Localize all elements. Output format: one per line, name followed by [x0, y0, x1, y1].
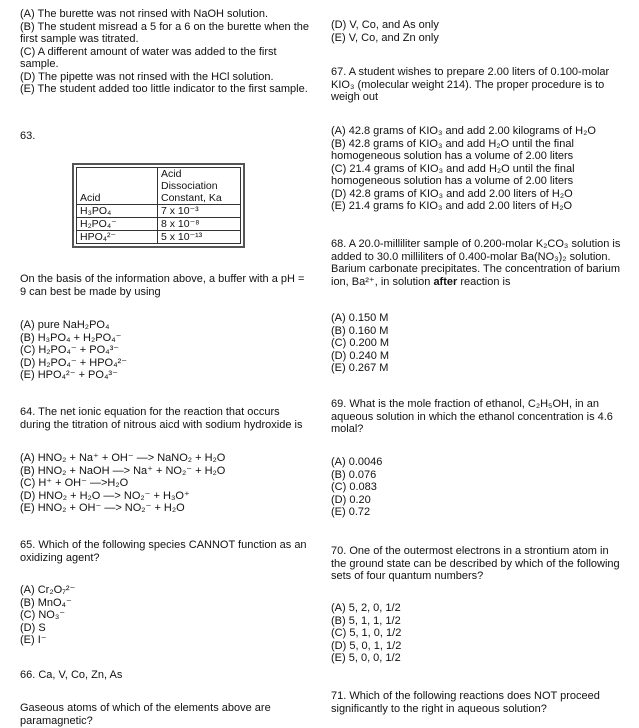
- q68-option-d: (D) 0.240 M: [331, 349, 390, 362]
- q68-option-b: (B) 0.160 M: [331, 324, 389, 337]
- q65-stem-line: 65. Which of the following species CANNOT function as an: [20, 539, 307, 551]
- q62-option-b: (B) The student misread a 5 for a 6 on the burette when the: [20, 20, 310, 33]
- table-header-ka: Acid Dissociation Constant, Ka: [158, 168, 241, 205]
- q62-option-c-cont: sample.: [20, 58, 59, 70]
- q63-stem-line: 9 can best be made by using: [20, 285, 161, 298]
- q67-option-c: (C) 21.4 grams of KIO₃ and add H₂O until the final: [331, 162, 575, 175]
- q63-option-d: (D) H₂PO₄⁻ + HPO₄²⁻: [20, 356, 128, 369]
- q67-option-e: (E) 21.4 grams fo KIO₃ and add 2.00 liters of H₂O: [331, 200, 573, 212]
- q63-options: [20, 319, 312, 382]
- q67-option-d: (D) 42.8 grams of KIO₃ and add 2.00 liters of H₂O: [331, 187, 573, 200]
- q63-stem: [20, 273, 312, 298]
- q68-stem-bold: after: [433, 275, 458, 288]
- q63-stem-line: On the basis of the information above, a buffer with a pH =: [20, 273, 305, 285]
- q65-option-e: (E) I⁻: [20, 634, 47, 646]
- q67-options: [331, 125, 627, 213]
- q70-stem-line: the ground state can be described by which of the following: [331, 557, 620, 570]
- q66-stem: [20, 669, 312, 682]
- table-row: [77, 218, 241, 231]
- q62-option-b-cont: first sample was titrated.: [20, 33, 139, 45]
- q63-number-text: 63.: [20, 130, 36, 142]
- q67-option-a: (A) 42.8 grams of KIO₃ and add 2.00 kilograms of H₂O: [331, 125, 596, 137]
- q67-stem-line: KIO₃ (molecular weight 214). The proper procedure is to: [331, 78, 605, 91]
- q64-stem: [20, 406, 312, 431]
- q66-options-cont: [331, 19, 627, 44]
- table-cell-ka: 7 x 10⁻³: [158, 205, 241, 218]
- table-header-row: [77, 168, 241, 205]
- q68-stem-line: 68. A 20.0-milliliter sample of 0.200-molar K₂CO₃ solution is: [331, 238, 621, 250]
- q67-stem: [331, 66, 627, 104]
- q65-stem: [20, 539, 312, 564]
- q69-option-b: (B) 0.076: [331, 468, 377, 481]
- q68-option-e: (E) 0.267 M: [331, 362, 389, 374]
- q71-stem: [331, 690, 627, 715]
- q70-stem-line: 70. One of the outermost electrons in a strontium atom in: [331, 545, 609, 557]
- q65-stem-line: oxidizing agent?: [20, 551, 100, 564]
- q63-number: [20, 130, 312, 143]
- q68-stem-last-line: [331, 276, 627, 289]
- q68-stem-end: reaction is: [460, 275, 511, 288]
- table-cell-acid: H₂PO₄⁻: [77, 218, 158, 231]
- q64-option-c: (C) H⁺ + OH⁻ —>H₂O: [20, 477, 129, 489]
- q67-stem-line: 67. A student wishes to prepare 2.00 liters of 0.100-molar: [331, 66, 610, 78]
- q66-question-line: paramagnetic?: [20, 714, 93, 727]
- q70-option-e: (E) 5, 0, 0, 1/2: [331, 652, 401, 664]
- q68-option-a: (A) 0.150 M: [331, 312, 389, 324]
- q65-option-d: (D) S: [20, 621, 46, 634]
- acid-dissociation-table: [72, 163, 245, 248]
- q68-stem-text: ion, Ba²⁺, in solution: [331, 275, 431, 288]
- q70-option-b: (B) 5, 1, 1, 1/2: [331, 614, 401, 627]
- q66-option-d: (D) V, Co, and As only: [331, 19, 439, 31]
- q66-question: [20, 702, 312, 727]
- q68-stem-line: Barium carbonate precipitates. The concentration of barium: [331, 263, 621, 275]
- q63-option-e: (E) HPO₄²⁻ + PO₄³⁻: [20, 369, 118, 381]
- q64-option-b: (B) HNO₂ + NaOH —> Na⁺ + NO₂⁻ + H₂O: [20, 464, 226, 477]
- q65-option-c: (C) NO₃⁻: [20, 609, 66, 621]
- q64-option-e: (E) HNO₂ + OH⁻ —> NO₂⁻ + H₂O: [20, 502, 185, 514]
- q69-option-a: (A) 0.0046: [331, 456, 383, 468]
- q62-option-d: (D) The pipette was not rinsed with the HCl solution.: [20, 70, 274, 83]
- q70-option-a: (A) 5, 2, 0, 1/2: [331, 602, 401, 614]
- q68-option-c: (C) 0.200 M: [331, 337, 390, 349]
- q62-option-c: (C) A different amount of water was added to the first: [20, 45, 277, 58]
- q66-question-line: Gaseous atoms of which of the elements above are: [20, 702, 271, 714]
- q70-stem-line: sets of four quantum numbers?: [331, 570, 484, 582]
- table-row: [77, 231, 241, 244]
- table-cell-ka: 5 x 10⁻¹³: [158, 231, 241, 244]
- table-row: [77, 205, 241, 218]
- table-cell-ka: 8 x 10⁻⁸: [158, 218, 241, 231]
- q67-option-b: (B) 42.8 grams of KIO₃ and add H₂O until the final: [331, 137, 574, 150]
- q63-option-c: (C) H₂PO₄⁻ + PO₄³⁻: [20, 344, 120, 356]
- q70-stem: [331, 545, 627, 583]
- q66-option-e: (E) V, Co, and Zn only: [331, 31, 439, 44]
- q71-stem-line: 71. Which of the following reactions does NOT proceed: [331, 690, 600, 702]
- q67-option-b-cont: homogeneous solution has a volume of 2.00 liters: [331, 150, 574, 162]
- q70-option-c: (C) 5, 1, 0, 1/2: [331, 627, 402, 639]
- q65-options: [20, 584, 312, 647]
- q62-option-a: (A) The burette was not rinsed with NaOH solution.: [20, 8, 269, 20]
- q69-options: [331, 456, 627, 519]
- table-cell-acid: HPO₄²⁻: [77, 231, 158, 244]
- q69-stem-line: 69. What is the mole fraction of ethanol, C₂H₅OH, in an: [331, 398, 599, 410]
- q71-stem-line: significantly to the right in aqueous solution?: [331, 702, 547, 715]
- q64-option-d: (D) HNO₂ + H₂O —> NO₂⁻ + H₃O⁺: [20, 489, 190, 502]
- q68-stem: [331, 238, 627, 288]
- q69-option-c: (C) 0.083: [331, 481, 377, 493]
- q65-option-a: (A) Cr₂O₇²⁻: [20, 584, 76, 596]
- q69-option-e: (E) 0.72: [331, 506, 371, 518]
- q64-stem-line: 64. The net ionic equation for the reaction that occurs: [20, 406, 280, 418]
- q62-options: [20, 8, 312, 96]
- q69-stem-line: molal?: [331, 423, 364, 435]
- q66-stem-line: 66. Ca, V, Co, Zn, As: [20, 669, 123, 681]
- q63-option-b: (B) H₃PO₄ + H₂PO₄⁻: [20, 331, 122, 344]
- q67-stem-line: weigh out: [331, 91, 379, 103]
- q68-options: [331, 312, 627, 375]
- q69-stem-line: aqueous solution in which the ethanol concentration is 4.6: [331, 410, 613, 423]
- q65-option-b: (B) MnO₄⁻: [20, 596, 72, 609]
- q69-option-d: (D) 0.20: [331, 493, 371, 506]
- table-header-acid: Acid: [77, 168, 158, 205]
- q70-option-d: (D) 5, 0, 1, 1/2: [331, 639, 402, 652]
- q64-stem-line: during the titration of nitrous aicd with sodium hydroxide is: [20, 418, 303, 431]
- q67-option-c-cont: homogeneous solution has a volume of 2.00 liters: [331, 175, 574, 187]
- q69-stem: [331, 398, 627, 436]
- q68-stem-line: added to 30.0 milliliters of 0.400-molar Ba(NO₃)₂ solution.: [331, 250, 611, 263]
- q64-options: [20, 452, 312, 515]
- q63-option-a: (A) pure NaH₂PO₄: [20, 319, 110, 331]
- table-cell-acid: H₃PO₄: [77, 205, 158, 218]
- q64-option-a: (A) HNO₂ + Na⁺ + OH⁻ —> NaNO₂ + H₂O: [20, 452, 226, 464]
- q70-options: [331, 602, 627, 665]
- q62-option-e: (E) The student added too little indicator to the first sample.: [20, 83, 308, 95]
